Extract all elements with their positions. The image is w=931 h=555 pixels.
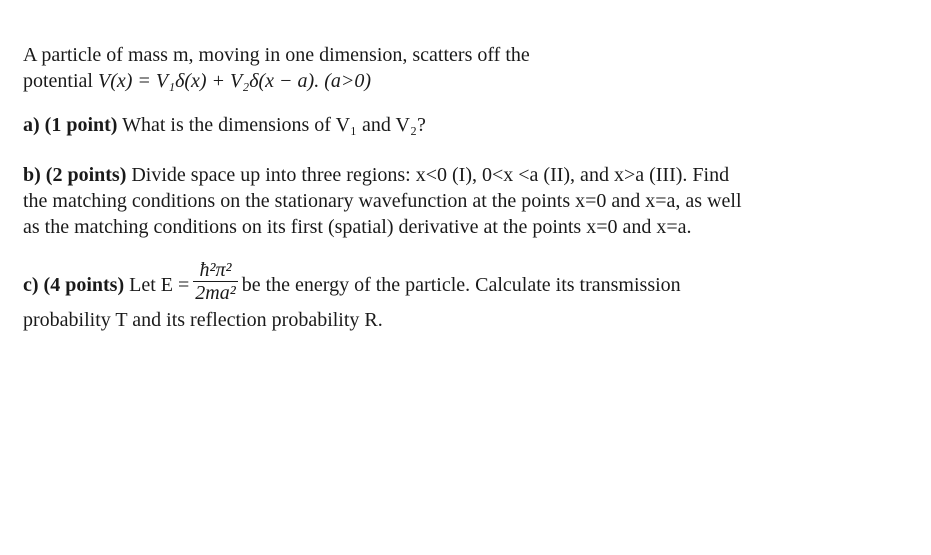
part-b-line-1: Divide space up into three regions: x<0 (I), 0<x <a (II), and x>a (III). Find: [131, 164, 730, 186]
part-b-line-3: as the matching conditions on its first (spatial) derivative at the points x=0 and x=a.: [23, 216, 692, 238]
part-b-line-2: the matching conditions on the stationary wavefunction at the points x=0 and x=a, as well: [23, 190, 742, 212]
part-c-equation-line: [23, 259, 903, 307]
part-c: [23, 259, 903, 333]
part-c-suffix: be the energy of the particle. Calculate its transmission: [241, 273, 681, 296]
energy-denominator: 2ma²: [195, 282, 236, 304]
energy-fraction: [193, 259, 237, 304]
potential-formula: V(x) = V₁δ(x) + V₂δ(x − a).: [97, 70, 320, 92]
part-a: [23, 112, 903, 138]
part-c-label: c) (4 points): [23, 273, 125, 296]
energy-numerator: ħ²π²: [199, 259, 232, 281]
part-c-line-2: probability T and its reflection probability R.: [23, 309, 383, 331]
problem-document: [23, 42, 903, 333]
part-c-prefix: Let E =: [129, 273, 190, 296]
intro-paragraph: [23, 42, 903, 94]
part-a-text: What is the dimensions of V₁ and V₂?: [122, 114, 426, 136]
part-b-label: b) (2 points): [23, 164, 127, 186]
part-b: [23, 162, 903, 240]
part-a-label: a) (1 point): [23, 114, 118, 136]
intro-line-2-prefix: potential: [23, 70, 93, 92]
intro-line-1: A particle of mass m, moving in one dimension, scatters off the: [23, 44, 530, 66]
condition-text: (a>0): [324, 70, 372, 92]
